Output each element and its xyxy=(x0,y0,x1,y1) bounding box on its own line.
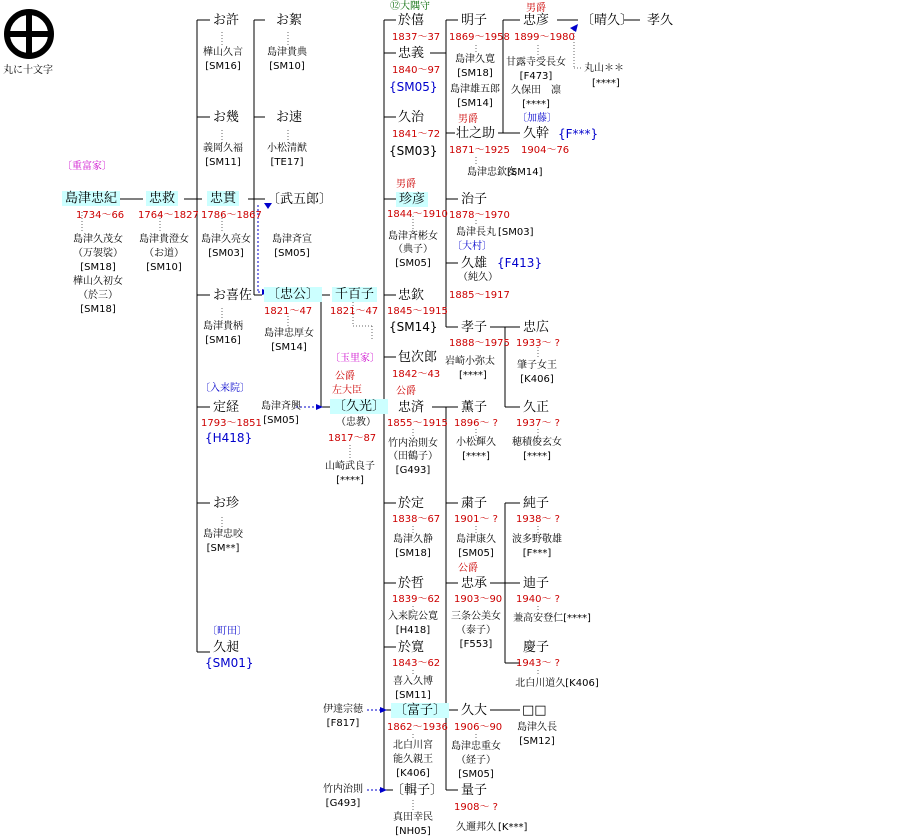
person-years: 1844〜1910 xyxy=(387,209,448,220)
title-label-2: 左大臣 xyxy=(332,385,362,396)
person-name: 孝久 xyxy=(647,13,674,28)
person-years: 1837〜37 xyxy=(392,32,441,43)
spouse-name: 島津貴柄 xyxy=(203,321,243,332)
person-years: 1885〜1917 xyxy=(449,290,510,301)
spouse-ref: [TE17] xyxy=(270,157,304,168)
house-label: 〔加藤〕 xyxy=(517,113,557,124)
person-name: 珍彦 xyxy=(396,192,428,207)
spouse-name: 島津斉彬女 xyxy=(388,231,438,242)
spouse-name: 小松輝久 xyxy=(456,437,496,448)
spouse-ref: [****] xyxy=(336,475,364,486)
person-name: 忠欽 xyxy=(398,288,425,303)
spouse-alias: （経子） xyxy=(456,755,496,766)
spouse-ref: [SM05] xyxy=(458,548,494,559)
person-name: 忠義 xyxy=(398,46,425,61)
spouse-ref: [H418] xyxy=(395,625,431,636)
house-label: 〔重富家〕 xyxy=(62,161,112,172)
spouse-alias: （万袈裟） xyxy=(73,248,123,259)
house-label: 〔入来院〕 xyxy=(200,383,250,394)
spouse-name: 島津忠欽女 xyxy=(467,167,517,178)
spouse-ref: [SM18] xyxy=(80,262,116,273)
person-years: 1943〜 ? xyxy=(516,658,560,669)
title-label: 公爵 xyxy=(396,386,416,397)
adopted-ref: {F***} xyxy=(558,127,599,141)
person-name: 忠彦 xyxy=(523,13,550,28)
spouse-name: 山崎武良子 xyxy=(325,461,375,472)
person-name: お幾 xyxy=(213,110,240,125)
spouse-ref: [NH05] xyxy=(395,826,431,837)
father-ref: [F817] xyxy=(326,718,360,729)
spouse-ref: [****] xyxy=(523,451,551,462)
spouse-ref: [F***] xyxy=(522,548,552,559)
spouse-ref: [SM11] xyxy=(395,690,431,701)
person-years: 1821〜47 xyxy=(330,306,379,317)
spouse-ref: [SM18] xyxy=(395,548,431,559)
person-years: 1888〜1975 xyxy=(449,338,510,349)
person-name: 於定 xyxy=(398,496,425,511)
person-name: 久大 xyxy=(461,703,488,718)
spouse-name: 島津忠厚女 xyxy=(264,328,314,339)
father-ref: [SM05] xyxy=(263,415,299,426)
spouse-name: 入来院公寛 xyxy=(388,611,438,622)
spouse-ref: [F473] xyxy=(519,71,553,82)
person-name: 久幹 xyxy=(523,126,550,141)
person-name: お珍 xyxy=(213,496,240,511)
adopted-ref: {SM01} xyxy=(205,656,254,670)
person-name: 明子 xyxy=(461,13,488,28)
person-name: 孝子 xyxy=(461,320,488,335)
spouse-name: 喜入久博 xyxy=(393,676,433,687)
person-years: 1843〜62 xyxy=(392,658,441,669)
spouse-name: 竹内治則女 xyxy=(388,438,438,449)
crest-label: 丸に十文字 xyxy=(3,65,53,76)
person-name: 忠広 xyxy=(523,320,550,335)
spouse-name: 肇子女王 xyxy=(517,360,557,371)
person-years: 1845〜1915 xyxy=(387,306,448,317)
spouse-alias: （田鶴子） xyxy=(388,451,438,462)
spouse-alias: （典子） xyxy=(393,244,433,255)
spouse-name-2: 樺山久初女 xyxy=(73,276,123,287)
person-name: 〔富子〕 xyxy=(391,703,449,718)
spouse-ref: [SM05] xyxy=(458,769,494,780)
person-name: 〔武五郎〕 xyxy=(267,192,333,207)
person-years: 1869〜1958 xyxy=(449,32,510,43)
spouse-name: 兼高安登仁[****] xyxy=(513,613,591,624)
house-label: 〔大村〕 xyxy=(452,241,492,252)
spouse-ref: [SM16] xyxy=(205,335,241,346)
person-years: 1896〜 ? xyxy=(454,418,498,429)
spouse-ref: [SM14] xyxy=(271,342,307,353)
person-name: 忠済 xyxy=(398,400,425,415)
person-name: 包次郎 xyxy=(398,350,438,365)
person-name: □□ xyxy=(522,703,547,718)
person-years: 1841〜72 xyxy=(392,129,441,140)
spouse-ref: [SM18] xyxy=(457,68,493,79)
spouse-ref: [SM10] xyxy=(146,262,182,273)
father-name: 竹内治則 xyxy=(323,784,363,795)
spouse-ref: [K***] xyxy=(498,822,528,833)
spouse-ref: [F553] xyxy=(459,639,493,650)
title-label: 公爵 xyxy=(335,371,355,382)
person-name: 粛子 xyxy=(461,496,488,511)
person-name: 〔忠公〕 xyxy=(264,287,322,302)
spouse-alias: （泰子） xyxy=(456,625,496,636)
person-years: 1839〜62 xyxy=(392,594,441,605)
person-name: 忠貫 xyxy=(207,191,239,206)
spouse-name: 久邇邦久 xyxy=(456,822,496,833)
spouse-ref: [SM03] xyxy=(498,227,534,238)
title-label: 男爵 xyxy=(396,179,416,190)
person-name: 〔晴久〕 xyxy=(581,13,634,28)
spouse-name-2: 久保田 凛 xyxy=(511,85,561,96)
spouse-ref: [SM10] xyxy=(269,61,305,72)
spouse-name: 島津長丸 xyxy=(456,227,496,238)
adopted-ref: {F413} xyxy=(497,256,543,270)
father-name: 島津斉興 xyxy=(261,401,301,412)
person-years: 1899〜1980 xyxy=(514,32,575,43)
person-years: 1903〜90 xyxy=(454,594,503,605)
person-years: 1904〜76 xyxy=(521,145,570,156)
person-years: 1862〜1936 xyxy=(387,722,448,733)
title-label: 公爵 xyxy=(458,563,478,574)
spouse-ref-2: [SM14] xyxy=(457,98,493,109)
person-years: 1817〜87 xyxy=(328,433,377,444)
person-name: お絮 xyxy=(276,13,303,28)
spouse-name: 島津貴典 xyxy=(267,47,307,58)
person-years: 1838〜67 xyxy=(392,514,441,525)
adopted-ref: {SM14} xyxy=(389,320,438,334)
spouse-name: 真田幸民 xyxy=(393,812,433,823)
person-name: 久雄 xyxy=(461,256,488,271)
spouse-ref: [SM11] xyxy=(205,157,241,168)
person-name: 忠承 xyxy=(461,576,488,591)
person-name: 定経 xyxy=(213,400,240,415)
spouse-ref: [****] xyxy=(462,451,490,462)
person-name: 治子 xyxy=(461,192,488,207)
spouse-ref: [SM05] xyxy=(395,258,431,269)
title-label: ⑫大隅守 xyxy=(390,1,430,12)
spouse-name: 島津忠重女 xyxy=(451,741,501,752)
person-years: 1908〜 ? xyxy=(454,802,498,813)
spouse-name: 島津久静 xyxy=(393,534,433,545)
person-name: 於寛 xyxy=(398,640,425,655)
person-years: 1764〜1827 xyxy=(138,210,199,221)
spouse-name: 小松清猷 xyxy=(267,143,307,154)
spouse-name: 波多野敬雄 xyxy=(512,534,562,545)
spouse-name: 島津久茂女 xyxy=(73,234,123,245)
adopted-ref: {SM05} xyxy=(389,80,438,94)
person-years: 1878〜1970 xyxy=(449,210,510,221)
person-years: 1940〜 ? xyxy=(516,594,560,605)
father-name: 島津斉宣 xyxy=(272,234,312,245)
spouse-name: 甘露寺受長女 xyxy=(506,57,566,68)
spouse-name-2: 島津雄五郎 xyxy=(450,84,500,95)
spouse-alias: （お道） xyxy=(144,248,184,259)
person-name: 壮之助 xyxy=(456,126,496,141)
person-years: 1901〜 ? xyxy=(454,514,498,525)
person-years: 1855〜1915 xyxy=(387,418,448,429)
house-label: 〔町田〕 xyxy=(207,626,247,637)
spouse-name: 義岡久福 xyxy=(203,143,243,154)
person-name: 量子 xyxy=(461,783,488,798)
person-name: 千百子 xyxy=(332,287,377,302)
person-name: 薫子 xyxy=(461,400,488,415)
father-name: 伊達宗徳 xyxy=(323,704,363,715)
spouse-alias-2: （於三） xyxy=(78,290,118,301)
person-name: お許 xyxy=(213,13,240,28)
spouse-ref: [SM03] xyxy=(208,248,244,259)
person-name: 於僖 xyxy=(398,13,425,28)
spouse-name: 北白川宮 xyxy=(393,740,433,751)
person-name: 純子 xyxy=(523,496,550,511)
person-years: 1933〜 ? xyxy=(516,338,560,349)
person-years: 1821〜47 xyxy=(264,306,313,317)
person-years: 1937〜 ? xyxy=(516,418,560,429)
person-years: 1938〜 ? xyxy=(516,514,560,525)
person-name: 於哲 xyxy=(398,576,425,591)
spouse-name: 樺山久言 xyxy=(203,47,243,58)
spouse-ref: [SM14] xyxy=(507,167,543,178)
spouse-name: 岩崎小弥太 xyxy=(445,356,495,367)
person-ref: [****] xyxy=(592,78,620,89)
father-ref: [SM05] xyxy=(274,248,310,259)
person-name: お喜佐 xyxy=(213,288,253,303)
person-name: 忠救 xyxy=(146,191,178,206)
person-name: 久昶 xyxy=(213,640,240,655)
spouse-ref-2: [****] xyxy=(522,99,550,110)
spouse-ref-2: [SM18] xyxy=(80,304,116,315)
spouse-name: 島津久亮女 xyxy=(201,234,251,245)
person-years: 1793〜1851 xyxy=(201,418,262,429)
crest-icon xyxy=(7,12,51,56)
spouse-ref: [****] xyxy=(459,370,487,381)
person-name: 久治 xyxy=(398,110,425,125)
spouse-name: 穂積俊玄女 xyxy=(512,437,562,448)
person-years: 1842〜43 xyxy=(392,369,441,380)
spouse-name: 三条公美女 xyxy=(451,611,501,622)
title-label: 男爵 xyxy=(458,114,478,125)
spouse-name: 島津久長 xyxy=(517,722,557,733)
spouse-name: 島津久寛 xyxy=(455,54,495,65)
spouse-ref: [K406] xyxy=(520,374,554,385)
adopted-ref: {SM03} xyxy=(389,144,438,158)
person-years: 1871〜1925 xyxy=(449,145,510,156)
person-name: 久正 xyxy=(523,400,550,415)
spouse-name: 北白川道久[K406] xyxy=(515,678,599,689)
person-name: 迪子 xyxy=(523,576,550,591)
person-name: 〔久光〕 xyxy=(330,399,388,414)
person-alias: （純久） xyxy=(458,272,498,283)
title-label: 男爵 xyxy=(526,3,546,14)
father-ref: [G493] xyxy=(325,798,361,809)
spouse-name: 島津康久 xyxy=(456,534,496,545)
person-years: 1734〜66 xyxy=(76,210,125,221)
person-years: 1786〜1867 xyxy=(201,210,262,221)
person-years: 1906〜90 xyxy=(454,722,503,733)
spouse-ref: [SM16] xyxy=(205,61,241,72)
adopted-ref: {H418} xyxy=(205,431,253,445)
spouse-ref: [SM12] xyxy=(519,736,555,747)
spouse-alias: 能久親王 xyxy=(393,754,433,765)
spouse-ref: [K406] xyxy=(396,768,430,779)
spouse-ref: [SM**] xyxy=(206,543,240,554)
spouse-name: 島津忠咬 xyxy=(203,529,243,540)
person-name: 島津忠紀 xyxy=(62,191,120,206)
spouse-name: 島津貴澄女 xyxy=(139,234,189,245)
person-years: 1840〜97 xyxy=(392,65,441,76)
person-name: 〔輯子〕 xyxy=(391,783,444,798)
spouse-ref: [G493] xyxy=(395,465,431,476)
person-name: 慶子 xyxy=(523,640,550,655)
person-name: お速 xyxy=(276,110,303,125)
house-label: 〔玉里家〕 xyxy=(330,353,380,364)
person-name: 丸山＊＊ xyxy=(584,63,624,74)
person-alias: （忠教） xyxy=(336,417,376,428)
